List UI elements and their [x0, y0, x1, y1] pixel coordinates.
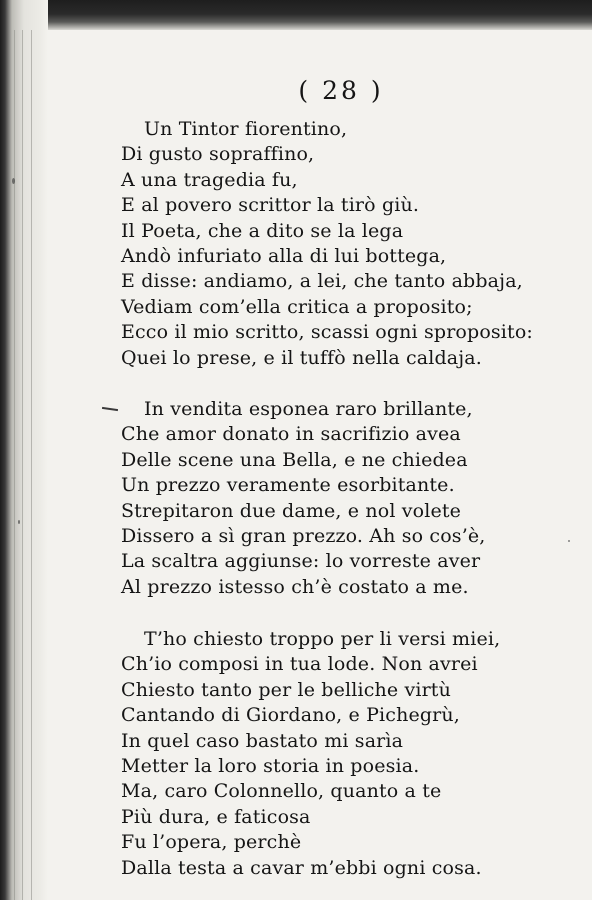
verse-line: Strepitaron due dame, e nol volete: [121, 499, 462, 522]
book-gutter: [0, 0, 48, 900]
verse-line: Dissero a sì gran prezzo. Ah so cos’è,: [121, 524, 486, 547]
verse-line: Ma, caro Colonnello, quanto a te: [121, 780, 442, 803]
verse-line: Dalla testa a cavar m’ebbi ogni cosa.: [121, 856, 482, 879]
scan-top-edge: [0, 0, 592, 30]
speck: [18, 520, 20, 524]
gutter-line: [22, 30, 23, 900]
verse-line: E disse: andiamo, a lei, che tanto abbaja,: [121, 270, 523, 293]
verse-line: Cantando di Giordano, e Pichegrù,: [121, 704, 460, 727]
verse-line: Delle scene una Bella, e ne chiedea: [121, 448, 468, 471]
verse-line: Un Tintor fiorentino,: [144, 118, 348, 140]
verse-line: E al povero scrittor la tirò giù.: [121, 194, 420, 217]
stanza: [121, 627, 576, 881]
verse-line: In quel caso bastato mi sarìa: [121, 729, 404, 752]
verse-line: Quei lo prese, e il tuffò nella caldaja.: [121, 346, 482, 369]
verse-line: T’ho chiesto troppo per li versi miei,: [144, 628, 501, 650]
verse-line: A una tragedia fu,: [121, 168, 298, 191]
margin-mark: [102, 407, 118, 411]
verse-line: Ecco il mio scritto, scassi ogni sproposito:: [121, 321, 533, 344]
verse-line: Più dura, e faticosa: [121, 805, 311, 828]
verse-line: Ch’io composi in tua lode. Non avrei: [121, 653, 478, 676]
verse-line: Chiesto tanto per le belliche virtù: [121, 678, 451, 701]
stanza: [121, 117, 576, 371]
verse-line: In vendita esponea raro brillante,: [144, 398, 473, 420]
gutter-line: [14, 30, 15, 900]
verse-line: Un prezzo veramente esorbitante.: [121, 474, 455, 497]
verse-line: Fu l’opera, perchè: [121, 831, 302, 854]
gutter-line: [31, 30, 32, 900]
verse-line: Metter la loro storia in poesia.: [121, 754, 420, 777]
verse-line: Andò infuriato alla di lui bottega,: [121, 244, 447, 267]
speck: [12, 178, 15, 184]
verse-line: Vediam com’ella critica a proposito;: [121, 295, 473, 318]
verse-line: Al prezzo istesso ch’è costato a me.: [121, 575, 469, 598]
verse-line: Di gusto sopraffino,: [121, 143, 315, 166]
stanza: [121, 397, 576, 600]
verse-line: Il Poeta, che a dito se la lega: [121, 219, 404, 242]
page-number: ( 28 ): [298, 76, 384, 105]
verse-line: La scaltra aggiunse: lo vorreste aver: [121, 550, 481, 573]
verse-line: Che amor donato in sacrifizio avea: [121, 423, 461, 446]
speck: [568, 540, 570, 542]
